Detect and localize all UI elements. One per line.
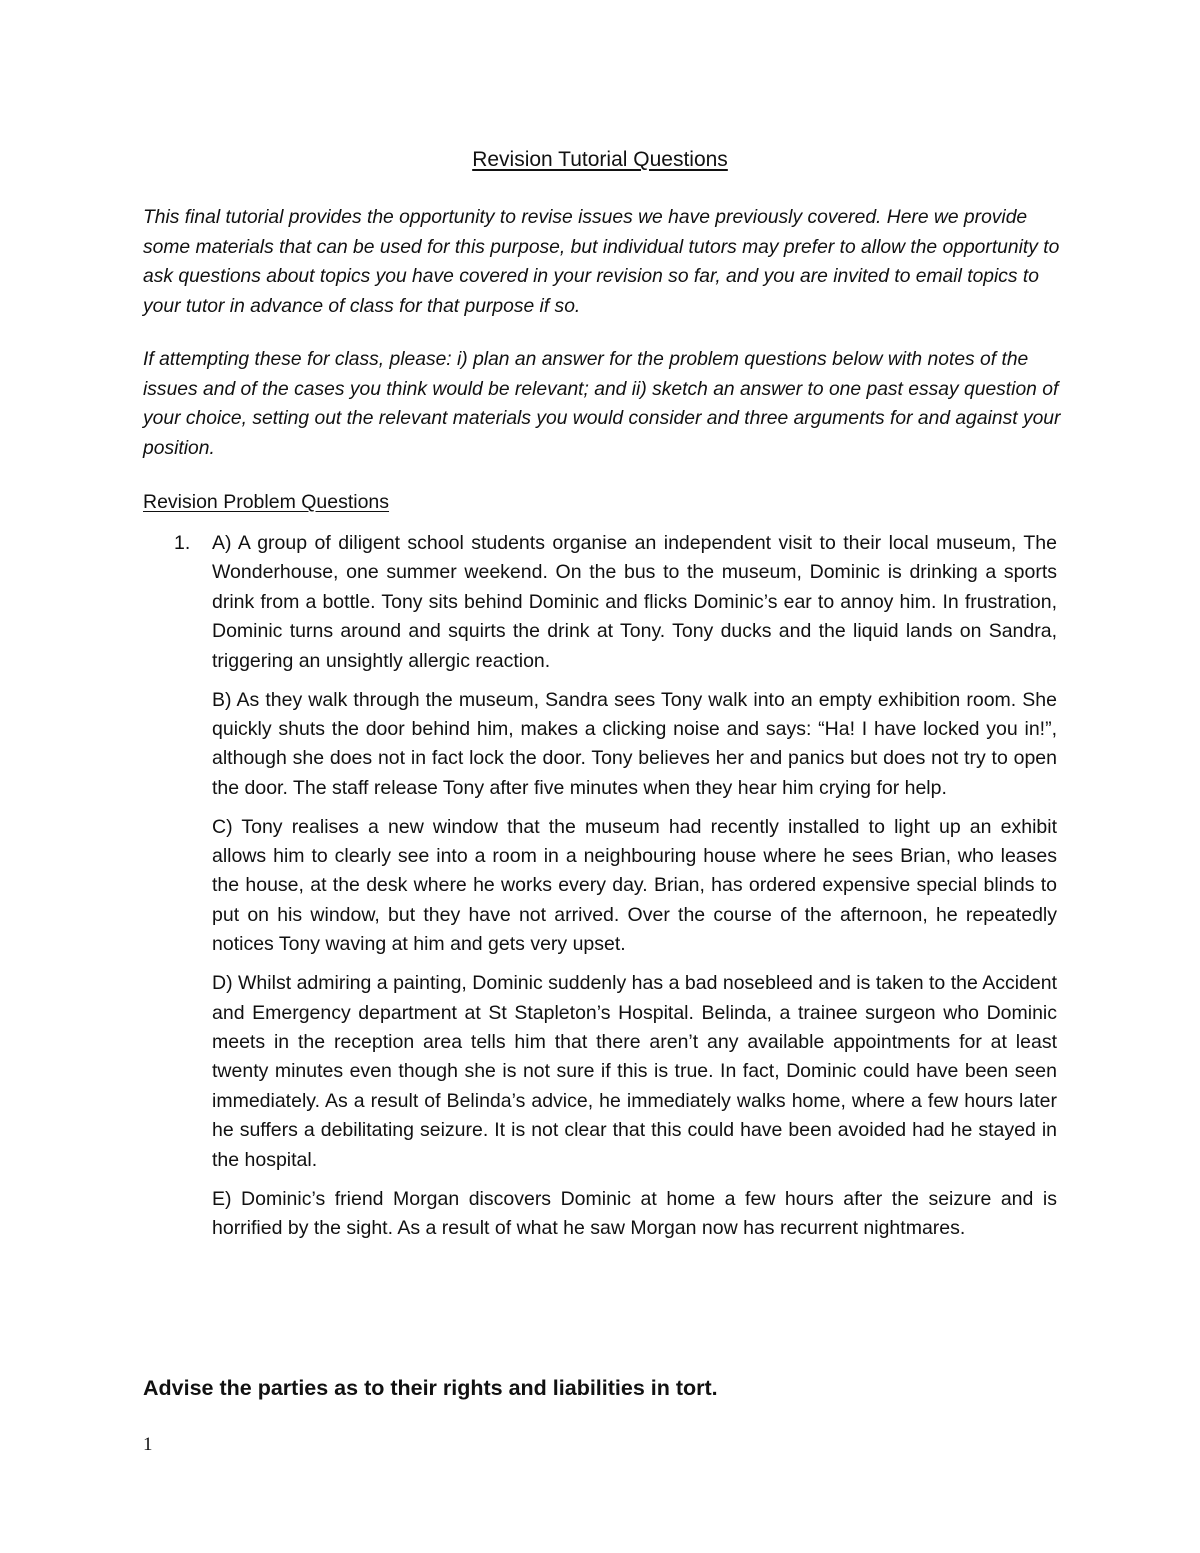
page-title: Revision Tutorial Questions — [472, 148, 728, 171]
page-number: 1 — [143, 1434, 153, 1455]
section-heading: Revision Problem Questions — [143, 491, 390, 513]
question-body — [212, 529, 1057, 1253]
intro-paragraph: This final tutorial provides the opportunity to revise issues we have previously covered. Here we provide some materials that can be used for this purpose, but individual tutors may prefer to allow the opportunity to ask questions about topics you have covered in your revision so far, and you are invited to email topics to your tutor in advance of class for that purpose if so. — [143, 207, 1060, 317]
instructions-paragraph: If attempting these for class, please: i) plan an answer for the problem questions below with notes of the issues and of the cases you think would be relevant; and ii) sketch an answer to one past essay question of your choice, setting out the relevant materials you would consider and three arguments for and against your position. — [143, 349, 1061, 459]
closing-instruction: Advise the parties as to their rights and liabilities in tort. — [143, 1376, 718, 1400]
question-part-b: B) As they walk through the museum, Sandra sees Tony walk into an empty exhibition room. She quickly shuts the door behind him, makes a clicking noise and says: “Ha! I have locked you in!”, although she does not in fact lock the door. Tony believes her and panics but does not try to open the door. The staff release Tony after five minutes when they hear him crying for help. — [212, 688, 1057, 799]
question-part-e: E) Dominic’s friend Morgan discovers Dominic at home a few hours after the seizure and is horrified by the sight. As a result of what he saw Morgan now has recurrent nightmares. — [212, 1187, 1057, 1239]
question-part-a: A) A group of diligent school students organise an independent visit to their local museum, The Wonderhouse, one summer weekend. On the bus to the museum, Dominic is drinking a sports drink from a bottle. Tony sits behind Dominic and flicks Dominic’s ear to annoy him. In frustration, Dominic turns around and squirts the drink at Tony. Tony ducks and the liquid lands on Sandra, triggering an unsightly allergic reaction. — [212, 532, 1057, 672]
question-part-d: D) Whilst admiring a painting, Dominic suddenly has a bad nosebleed and is taken to the Accident and Emergency department at St Stapleton’s Hospital. Belinda, a trainee surgeon who Dominic meets in the reception area tells him that there aren’t any available appointments for at least twenty minutes even though she is not sure if this is true. In fact, Dominic could have been seen immediately. As a result of Belinda’s advice, he immediately walks home, where a few hours later he suffers a debilitating seizure. It is not clear that this could have been avoided had he stayed in the hospital. — [212, 972, 1057, 1171]
question-part-c: C) Tony realises a new window that the museum had recently installed to light up an exhibit allows him to clearly see into a room in a neighbouring house where he sees Brian, who leases the house, at the desk where he works every day. Brian, has ordered expensive special blinds to put on his window, but they have not arrived. Over the course of the afternoon, he repeatedly notices Tony waving at him and gets very upset. — [212, 815, 1057, 956]
question-number: 1. — [174, 532, 191, 554]
